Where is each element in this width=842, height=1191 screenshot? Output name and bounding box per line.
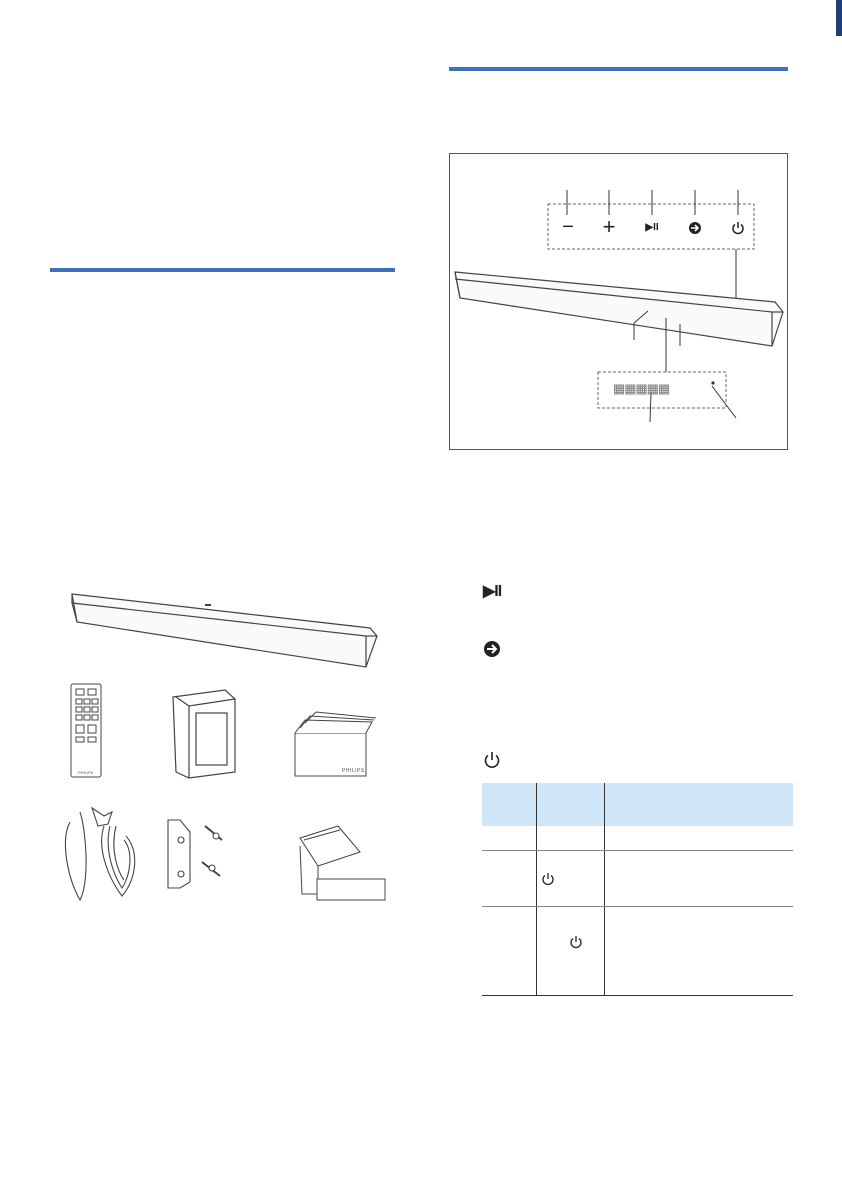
- remote-illustration: [71, 684, 101, 777]
- quick-start-illustration: [295, 712, 376, 776]
- bracket-illustration: [168, 820, 222, 888]
- power-cord-illustration: [65, 808, 134, 900]
- list-icon-play-pause: ▶II: [483, 583, 502, 600]
- subwoofer-illustration: [173, 690, 235, 778]
- display-digit: ▦: [614, 379, 626, 399]
- display-digit: ▦: [625, 379, 637, 399]
- display-digit: ▦: [636, 379, 648, 399]
- leaflets-illustration: [300, 826, 385, 900]
- remote-brand: PHILIPS: [78, 770, 94, 775]
- top-diagram-plus: +: [602, 214, 616, 239]
- quick-start-brand: PHILIPS: [342, 768, 365, 774]
- display-digit: ▦: [659, 379, 671, 399]
- display-digit: ▦: [647, 379, 659, 399]
- soundbar-illustration: [72, 594, 377, 667]
- top-diagram-play-pause: ▶II: [645, 222, 659, 233]
- top-diagram-minus: −: [562, 216, 574, 238]
